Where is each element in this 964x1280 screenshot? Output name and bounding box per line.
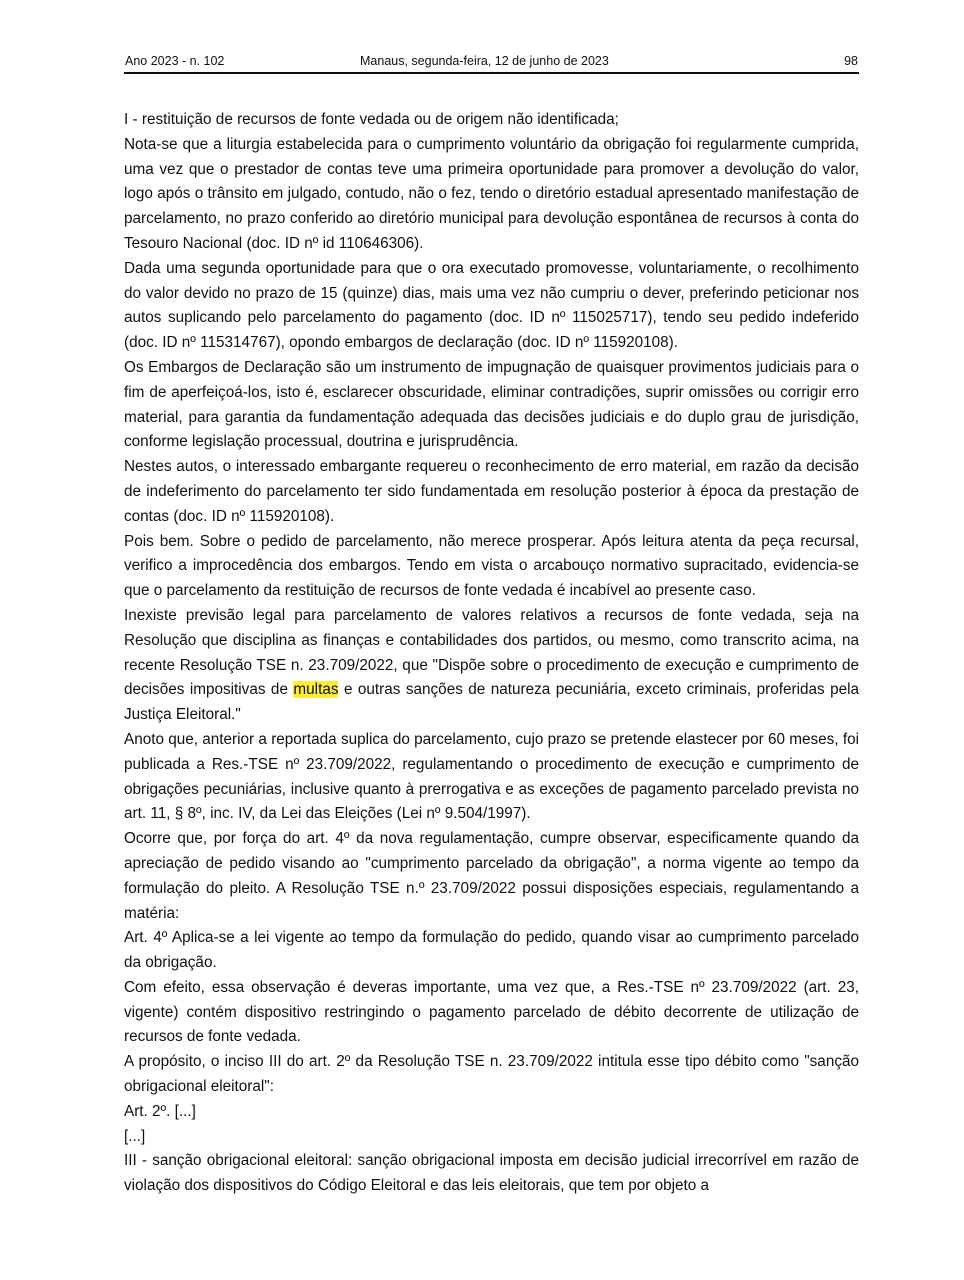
paragraph: A propósito, o inciso III do art. 2º da Resolução TSE n. 23.709/2022 intitula esse tipo débito como "sanção obrigacional eleitoral": [124,1053,859,1096]
page-number: 98 [844,54,858,68]
paragraph: Nestes autos, o interessado embargante requereu o reconhecimento de erro material, em razão da decisão de indeferimento do parcelamento ter sido fundamentada em resolução posterior à época da prestação de contas (doc. ID nº 115920108). [124,458,859,525]
date-label: Manaus, segunda-feira, 12 de junho de 2023 [360,54,609,68]
paragraph: Dada uma segunda oportunidade para que o ora executado promovesse, voluntariamente, o recolhimento do valor devido no prazo de 15 (quinze) dias, mais uma vez não cumpriu o dever, preferindo peticionar nos autos suplicando pelo parcelamento do pagamento (doc. ID nº 115025717), tendo seu pedido indeferido (doc. ID nº 115314767), opondo embargos de declaração (doc. ID nº 115920108). [124,259,859,352]
edition-label: Ano 2023 - n. 102 [125,54,225,68]
document-body [124,108,859,1199]
text-segment: Inexiste previsão legal para parcelamento de valores relativos a recursos de fonte vedada, seja na Resolução que disciplina as finanças e contabilidades dos partidos, ou mesmo, como transcrito acima, na recente Resolução TSE n. 23.709/2022, que "Dispõe sobre o procedimento de execução e cumprimento de decisões impositivas de [124,606,859,699]
paragraph: I - restituição de recursos de fonte vedada ou de origem não identificada; [124,111,619,128]
paragraph: Nota-se que a liturgia estabelecida para o cumprimento voluntário da obrigação foi regularmente cumprida, uma vez que o prestador de contas teve uma primeira oportunidade para promover a devolução do valor, logo após o trânsito em julgado, contudo, não o fez, tendo o diretório estadual apresentado manifestação de parcelamento, no prazo conferido ao diretório municipal para devolução espontânea de recursos à conta do Tesouro Nacional (doc. ID nº id 110646306). [124,135,859,252]
page-header [124,52,859,74]
paragraph: Ocorre que, por força do art. 4º da nova regulamentação, cumpre observar, especificamente quando da apreciação de pedido visando ao "cumprimento parcelado da obrigação", a norma vigente ao tempo da formulação do pleito. A Resolução TSE n.º 23.709/2022 possui disposições especiais, regulamentando a matéria: [124,830,859,922]
highlighted-search-term: multas [293,681,339,699]
paragraph: Art. 4º Aplica-se a lei vigente ao tempo da formulação do pedido, quando visar ao cumprimento parcelado da obrigação. [124,929,859,972]
paragraph: Art. 2º. [...] [124,1102,196,1120]
paragraph: Com efeito, essa observação é deveras importante, uma vez que, a Res.-TSE nº 23.709/2022 (art. 23, vigente) contém dispositivo restringindo o pagamento parcelado de débito decorrente de utilização de recursos de fonte vedada. [124,978,859,1046]
paragraph: [...] [124,1127,146,1145]
paragraph: Pois bem. Sobre o pedido de parcelamento, não merece prosperar. Após leitura atenta da peça recursal, verifico a improcedência dos embargos. Tendo em vista o arcabouço normativo supracitado, evidencia-se que o parcelamento da restituição de recursos de fonte vedada é incabível ao presente caso. [124,532,859,600]
paragraph: Os Embargos de Declaração são um instrumento de impugnação de quaisquer provimentos judiciais para o fim de aperfeiçoá-los, isto é, esclarecer obscuridade, eliminar contradições, suprir omissões ou corrigir erro material, para garantia da fundamentação adequada das decisões judiciais e do duplo grau de jurisdição, conforme legislação processual, doutrina e jurisprudência. [124,358,859,451]
paragraph-with-highlight [124,604,859,728]
paragraph: Anoto que, anterior a reportada suplica do parcelamento, cujo prazo se pretende elastecer por 60 meses, foi publicada a Res.-TSE nº 23.709/2022, regulamentando o procedimento de execução e cumprimento de obrigações pecuniárias, inclusive quanto à prerrogativa e as exceções de pagamento parcelado prevista no art. 11, § 8º, inc. IV, da Lei das Eleições (Lei nº 9.504/1997). [124,730,859,823]
paragraph: III - sanção obrigacional eleitoral: sanção obrigacional imposta em decisão judicial irrecorrível em razão de violação dos dispositivos do Código Eleitoral e das leis eleitorais, que tem por objeto a [124,1152,859,1195]
text-segment: e outras sanções de natureza pecuniária, exceto criminais, proferidas pela Justiça Eleitoral." [124,681,860,724]
